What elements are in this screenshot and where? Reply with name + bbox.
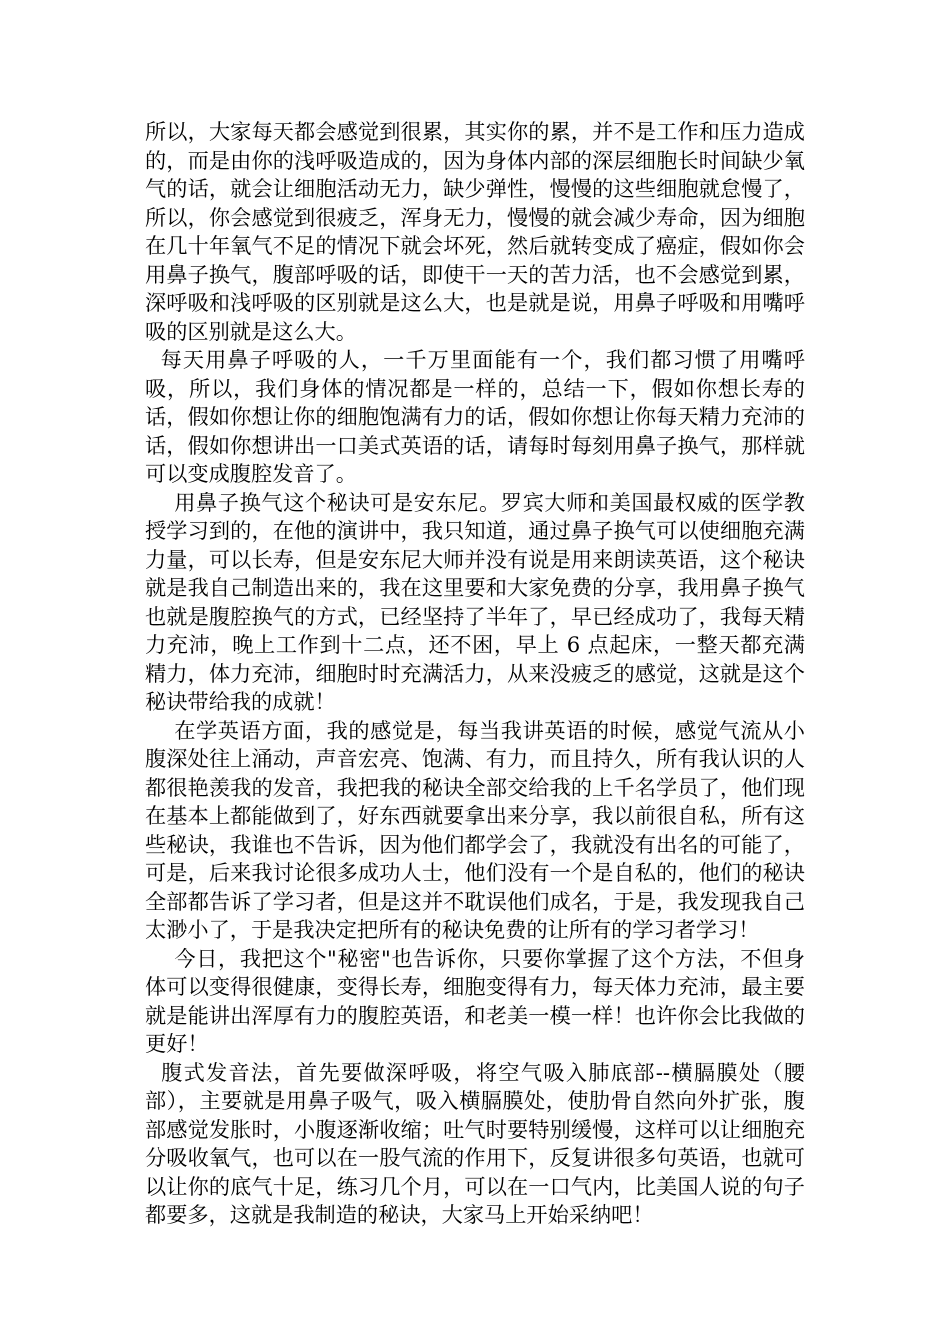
document-body bbox=[145, 118, 805, 1230]
paragraph-4: 在学英语方面，我的感觉是，每当我讲英语的时候，感觉气流从小腹深处往上涌动，声音宏亮、饱满、有力，而且持久，所有我认识的人都很艳羡我的发音，我把我的秘诀全部交给我的上千名学员了，他们现在基本上都能做到了，好东西就要拿出来分享，我以前很自私，所有这些秘诀，我谁也不告诉，因为他们都学会了，我就没有出名的可能了，可是，后来我讨论很多成功人士，他们没有一个是自私的，他们的秘诀全部都告诉了学习者，但是这并不耽误他们成名，于是，我发现我自己太渺小了，于是我决定把所有的秘诀免费的让所有的学习者学习！ bbox=[145, 717, 805, 942]
paragraph-6: 腹式发音法，首先要做深呼吸，将空气吸入肺底部--横膈膜处（腰部），主要就是用鼻子吸气，吸入横膈膜处，使肋骨自然向外扩张，腹部感觉发胀时，小腹逐渐收缩；吐气时要特别缓慢，这样可以让细胞充分吸收氧气，也可以在一股气流的作用下，反复讲很多句英语，也就可以让你的底气十足，练习几个月，可以在一口气内，比美国人说的句子都要多，这就是我制造的秘诀，大家马上开始采纳吧！ bbox=[145, 1059, 805, 1227]
paragraph-1: 所以，大家每天都会感觉到很累，其实你的累，并不是工作和压力造成的，而是由你的浅呼吸造成的，因为身体内部的深层细胞长时间缺少氧气的话，就会让细胞活动无力，缺少弹性，慢慢的这些细胞就怠慢了，所以，你会感觉到很疲乏，浑身无力，慢慢的就会减少寿命，因为细胞在几十年氧气不足的情况下就会坏死，然后就转变成了癌症，假如你会用鼻子换气，腹部呼吸的话，即使干一天的苦力活，也不会感觉到累，深呼吸和浅呼吸的区别就是这么大，也是就是说，用鼻子呼吸和用嘴呼吸的区别就是这么大。 bbox=[145, 119, 805, 344]
paragraph-5: 今日，我把这个"秘密"也告诉你，只要你掌握了这个方法，不但身体可以变得很健康，变得长寿，细胞变得有力，每天体力充沛，最主要就是能讲出浑厚有力的腹腔英语，和老美一模一样！也许你会比我做的更好！ bbox=[145, 945, 805, 1056]
paragraph-2: 每天用鼻子呼吸的人，一千万里面能有一个，我们都习惯了用嘴呼吸，所以，我们身体的情况都是一样的，总结一下，假如你想长寿的话，假如你想让你的细胞饱满有力的话，假如你想让你每天精力充沛的话，假如你想讲出一口美式英语的话，请每时每刻用鼻子换气，那样就可以变成腹腔发音了。 bbox=[145, 347, 805, 486]
paragraph-3: 用鼻子换气这个秘诀可是安东尼。罗宾大师和美国最权威的医学教授学习到的，在他的演讲中，我只知道，通过鼻子换气可以使细胞充满力量，可以长寿，但是安东尼大师并没有说是用来朗读英语，这个秘诀就是我自己制造出来的，我在这里要和大家免费的分享，我用鼻子换气也就是腹腔换气的方式，已经坚持了半年了，早已经成功了，我每天精力充沛，晚上工作到十二点，还不困，早上 6 点起床，一整天都充满精力，体力充沛，细胞时时充满活力，从来没疲乏的感觉，这就是这个秘诀带给我的成就！ bbox=[145, 489, 805, 714]
